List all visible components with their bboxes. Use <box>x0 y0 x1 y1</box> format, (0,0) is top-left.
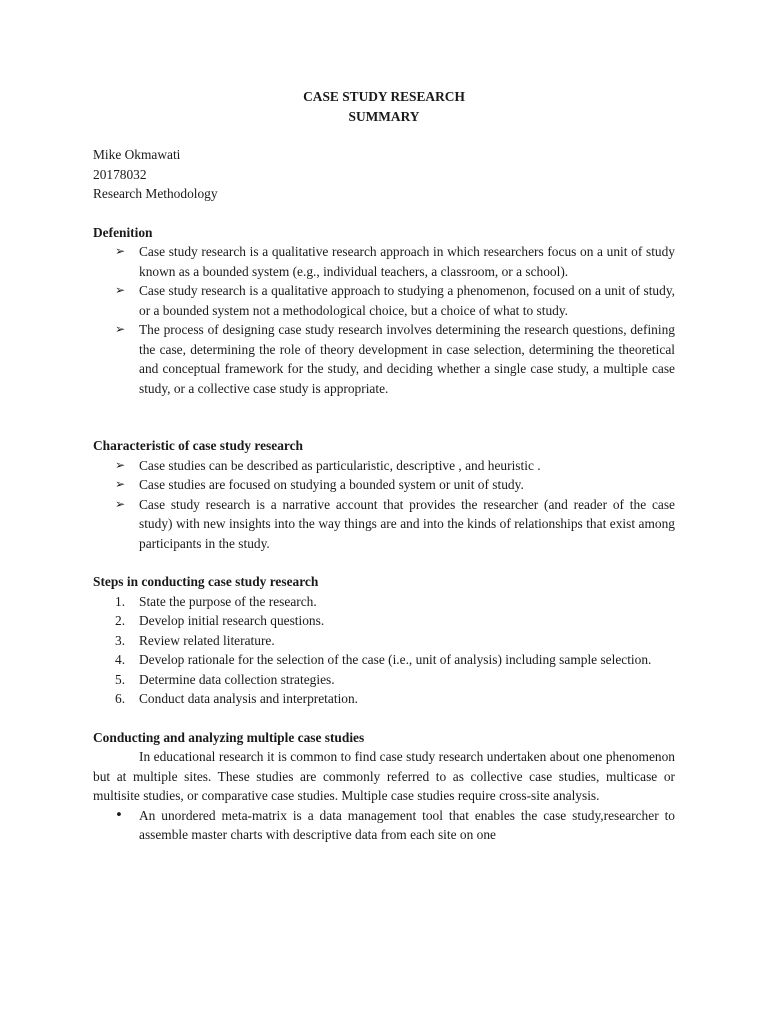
list-item-text: Review related literature. <box>139 632 275 648</box>
list-item <box>93 592 675 612</box>
definition-section <box>93 223 675 399</box>
list-item-text: State the purpose of the research. <box>139 593 317 609</box>
list-item <box>93 495 675 554</box>
arrow-bullet-icon: ➢ <box>115 477 126 491</box>
spacer <box>93 398 675 417</box>
list-item-text: Conduct data analysis and interpretation. <box>139 691 359 706</box>
arrow-bullet-icon: ➢ <box>115 496 126 511</box>
list-item-text: Case studies are focused on studying a bounded system or unit of study. <box>139 477 524 492</box>
list-item-text: Case study research is a qualitative approach to studying a phenomenon, focused on a unit of study, or a bounded system not a methodological choice, but a choice of what to study. <box>139 283 675 318</box>
step-number: 2. <box>115 613 126 628</box>
document-body <box>93 87 675 845</box>
list-item <box>93 670 675 690</box>
dot-bullet-icon: • <box>115 807 123 823</box>
document-title: CASE STUDY RESEARCH <box>303 89 465 104</box>
multiple-case-paragraph: In educational research it is common to find case study research undertaken about one phenomenon but at multiple sites. These studies are commonly referred to as collective case studies, multicase or multisite studies, or comparative case studies. Multiple case studies require cross-site analysis. <box>93 749 675 803</box>
author-name: Mike Okmawati <box>93 147 181 162</box>
title-block <box>93 87 675 126</box>
list-item <box>93 242 675 281</box>
list-item <box>93 320 675 398</box>
arrow-bullet-icon: ➢ <box>115 457 126 472</box>
list-item-text: An unordered meta-matrix is a data management tool that enables the case study,researcher to assemble master charts with descriptive data from each site on one <box>139 807 675 842</box>
list-item-text: Develop rationale for the selection of the case (i.e., unit of analysis) including sample selection. <box>139 652 652 667</box>
list-item <box>93 611 675 631</box>
arrow-bullet-icon: ➢ <box>115 283 126 297</box>
list-item <box>93 689 675 709</box>
step-number: 4. <box>115 652 126 667</box>
steps-section <box>93 572 675 709</box>
multiple-case-section <box>93 728 675 845</box>
list-item-text: The process of designing case study research involves determining the research questions, defining the case, determining the role of theory development in case selection, determining the theoretical and conceptual framework for the study, and deciding whether a single case study, a multiple case study, or a collective case study is appropriate. <box>139 322 675 396</box>
list-item-text: Case study research is a qualitative research approach in which researchers focus on a unit of study known as a bounded system (e.g., individual teachers, a classroom, or a school). <box>139 244 675 279</box>
step-number: 3. <box>115 632 126 648</box>
document-subtitle: SUMMARY <box>348 108 420 124</box>
steps-heading: Steps in conducting case study research <box>93 574 319 589</box>
arrow-bullet-icon: ➢ <box>115 322 126 336</box>
course-name: Research Methodology <box>93 186 218 201</box>
student-id: 20178032 <box>93 166 147 182</box>
definition-list <box>93 242 675 398</box>
list-item <box>93 650 675 670</box>
list-item <box>93 281 675 320</box>
step-number: 6. <box>115 691 126 706</box>
characteristic-section <box>93 436 675 553</box>
multiple-case-heading: Conducting and analyzing multiple case studies <box>93 729 365 745</box>
step-number: 5. <box>115 671 126 687</box>
definition-heading: Defenition <box>93 224 153 240</box>
list-item <box>93 631 675 651</box>
characteristic-list <box>93 456 675 554</box>
list-item-text: Develop initial research questions. <box>139 613 325 628</box>
list-item <box>93 456 675 476</box>
steps-list <box>93 592 675 709</box>
list-item-text: Case studies can be described as particularistic, descriptive , and heuristic . <box>139 457 541 473</box>
characteristic-heading: Characteristic of case study research <box>93 438 303 453</box>
list-item-text: Case study research is a narrative account that provides the researcher (and reader of the case study) with new insights into the way things are and into the kinds of relationships that exist among participants in the study. <box>139 496 675 551</box>
list-item <box>93 806 675 845</box>
author-info <box>93 145 675 204</box>
arrow-bullet-icon: ➢ <box>115 244 126 258</box>
list-item <box>93 475 675 495</box>
list-item-text: Determine data collection strategies. <box>139 671 335 687</box>
multiple-case-list <box>93 806 675 845</box>
step-number: 1. <box>115 593 126 609</box>
